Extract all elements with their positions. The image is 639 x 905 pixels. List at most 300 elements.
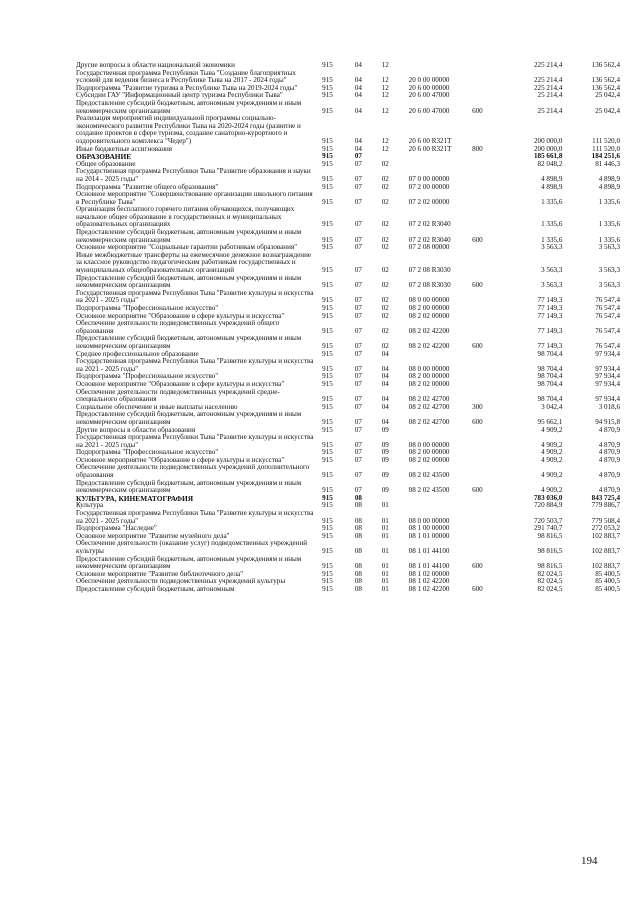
cell-sum-1: 3 563,3	[541, 243, 563, 252]
page-number: 194	[581, 855, 598, 867]
cell-sum-2: 843 725,4	[591, 493, 621, 502]
cell-sum-1: 98 816,5	[537, 547, 563, 555]
cell-vedomstvo: 915	[322, 425, 333, 434]
cell-csr: 08 1 02 42200	[408, 577, 450, 586]
cell-vedomstvo: 915	[322, 417, 333, 426]
cell-podrazdel: 02	[381, 326, 389, 335]
cell-sum-2: 136 562,4	[591, 76, 621, 85]
cell-csr: 08 2 02 42700	[408, 417, 450, 426]
cell-csr: 08 2 02 43500	[408, 486, 450, 495]
cell-sum-1: 98 704,4	[537, 379, 563, 388]
cell-podrazdel: 02	[381, 311, 389, 320]
cell-razdel: 04	[354, 106, 362, 115]
cell-vedomstvo: 915	[322, 220, 333, 229]
cell-podrazdel: 04	[381, 372, 389, 381]
cell-sum-1: 77 149,3	[537, 341, 563, 350]
cell-podrazdel: 04	[381, 395, 389, 404]
cell-vr: 600	[472, 584, 483, 593]
cell-csr: 08 2 02 42200	[408, 341, 450, 350]
cell-sum-1: 77 149,3	[537, 326, 563, 335]
cell-sum-2: 3 563,3	[598, 243, 621, 252]
cell-name: Предоставление субсидий бюджетным, автономным учреждениям и иным некоммерческим организациям	[76, 554, 302, 571]
cell-name: Основное мероприятие "Образование в сфере культуры и искусства"	[76, 311, 285, 320]
table-row	[76, 229, 620, 244]
cell-sum-1: 98 704,4	[537, 364, 563, 373]
cell-csr: 08 0 00 00000	[408, 516, 450, 525]
cell-vr: 600	[472, 281, 483, 290]
cell-vedomstvo: 915	[322, 136, 333, 145]
cell-csr: 08 2 02 43500	[408, 471, 450, 480]
table-row	[76, 389, 620, 404]
table-row	[76, 70, 620, 85]
cell-podrazdel: 04	[381, 402, 389, 411]
cell-podrazdel: 02	[381, 159, 389, 168]
cell-name: Обеспечение деятельности (оказание услуг) подведомственных учреждений культуры	[76, 539, 308, 555]
cell-sum-1: 200 000,0	[534, 144, 563, 153]
cell-name: Подпрограмма "Наследие"	[76, 524, 157, 533]
cell-vedomstvo: 915	[322, 326, 333, 335]
cell-vedomstvo: 915	[322, 379, 333, 388]
cell-name: Обеспечение деятельности подведомственных учреждений средне-специального образования	[76, 387, 280, 404]
table-row	[76, 540, 620, 555]
cell-name: Общее образование	[76, 159, 136, 168]
cell-name: Другие вопросы в области национальной экономики	[76, 61, 235, 69]
cell-vedomstvo: 915	[322, 182, 333, 191]
cell-csr: 20 0 00 00000	[408, 76, 450, 85]
cell-razdel: 07	[354, 349, 362, 358]
cell-csr: 08 1 01 00000	[408, 531, 450, 540]
table-row	[76, 411, 620, 426]
cell-sum-2: 184 251,6	[591, 152, 621, 161]
table-row	[76, 434, 620, 449]
cell-vedomstvo: 915	[322, 547, 333, 555]
cell-csr: 08 0 00 00000	[408, 440, 450, 449]
cell-vedomstvo: 915	[322, 304, 333, 312]
cell-razdel: 04	[354, 144, 362, 153]
cell-sum-1: 77 149,3	[537, 311, 563, 320]
cell-podrazdel: 04	[381, 349, 389, 358]
cell-razdel: 08	[354, 584, 362, 593]
cell-sum-1: 200 000,0	[534, 136, 563, 145]
cell-name: Предоставление субсидий бюджетным, автономным учреждениям и иным некоммерческим организациям	[76, 98, 302, 115]
cell-name: Организация бесплатного горячего питания обучающихся, получающих начальное общее образование в государственных и муниципальных образовательных организациях	[76, 205, 295, 229]
cell-sum-2: 76 547,4	[595, 341, 621, 350]
cell-sum-1: 185 661,8	[534, 152, 563, 161]
cell-csr: 08 0 00 00000	[408, 364, 450, 373]
table-row	[76, 115, 620, 145]
cell-razdel: 07	[354, 311, 362, 320]
cell-name: Основное мероприятие "Образование в сфере культуры и искусства"	[76, 379, 285, 388]
cell-csr: 08 0 00 00000	[408, 296, 450, 305]
cell-name: Подпрограмма "Профессиональное искусство"	[76, 304, 219, 312]
cell-podrazdel: 01	[381, 569, 389, 578]
cell-sum-1: 3 563,3	[541, 281, 563, 290]
cell-podrazdel: 09	[381, 455, 389, 464]
table-row	[76, 290, 620, 305]
cell-sum-1: 720 884,9	[534, 501, 563, 510]
cell-vedomstvo: 915	[322, 61, 333, 69]
cell-podrazdel: 01	[381, 577, 389, 586]
cell-sum-1: 4 909,2	[541, 425, 563, 434]
cell-podrazdel: 12	[381, 83, 389, 92]
cell-name: Предоставление субсидий бюджетным, автономным учреждениям и иным некоммерческим организациям	[76, 410, 302, 426]
cell-vr: 600	[472, 235, 483, 244]
cell-podrazdel: 02	[381, 243, 389, 252]
cell-podrazdel: 01	[381, 501, 389, 510]
cell-sum-1: 225 214,4	[534, 83, 563, 92]
cell-vedomstvo: 915	[322, 531, 333, 540]
cell-sum-2: 1 335,6	[598, 235, 621, 244]
cell-razdel: 07	[354, 395, 362, 404]
cell-razdel: 07	[354, 296, 362, 305]
cell-vr: 300	[472, 402, 483, 411]
cell-vedomstvo: 915	[322, 501, 333, 510]
cell-name: Подпрограмма "Развитие общего образования"	[76, 182, 219, 191]
table-row	[76, 206, 620, 229]
cell-sum-2: 25 042,4	[595, 106, 621, 115]
cell-csr: 08 1 00 00000	[408, 524, 450, 533]
cell-razdel: 04	[354, 136, 362, 145]
cell-podrazdel: 09	[381, 425, 389, 434]
cell-podrazdel: 01	[381, 562, 389, 571]
cell-csr: 08 2 02 42700	[408, 395, 450, 404]
cell-sum-1: 4 898,9	[541, 174, 563, 183]
cell-podrazdel: 12	[381, 144, 389, 153]
cell-razdel: 07	[354, 266, 362, 275]
cell-razdel: 07	[354, 182, 362, 191]
cell-razdel: 07	[354, 417, 362, 426]
cell-razdel: 07	[354, 326, 362, 335]
cell-sum-2: 3 018,6	[598, 402, 621, 411]
cell-csr: 20 6 00 47000	[408, 106, 450, 115]
cell-name: Другие вопросы в области образования	[76, 425, 196, 434]
cell-vedomstvo: 915	[322, 516, 333, 525]
cell-podrazdel: 01	[381, 547, 389, 555]
cell-sum-2: 779 886,7	[591, 501, 621, 510]
cell-vedomstvo: 915	[322, 76, 333, 85]
cell-name: ОБРАЗОВАНИЕ	[76, 152, 132, 162]
cell-sum-1: 77 149,3	[537, 296, 563, 305]
cell-sum-2: 102 883,7	[591, 547, 621, 555]
cell-razdel: 07	[354, 243, 362, 252]
cell-razdel: 07	[354, 455, 362, 464]
cell-sum-2: 81 446,3	[595, 159, 621, 168]
cell-name: Предоставление субсидий бюджетным, автономным учреждениям и иным некоммерческим организациям	[76, 334, 302, 350]
cell-podrazdel: 12	[381, 61, 389, 69]
cell-sum-2: 111 520,0	[592, 144, 621, 153]
table-row	[76, 252, 620, 275]
cell-sum-1: 291 740,7	[534, 524, 563, 533]
table-row	[76, 320, 620, 335]
cell-podrazdel: 02	[381, 341, 389, 350]
cell-podrazdel: 02	[381, 220, 389, 229]
cell-vedomstvo: 915	[322, 372, 333, 381]
cell-csr: 07 2 00 00000	[408, 182, 450, 191]
cell-vedomstvo: 915	[322, 349, 333, 358]
table-row	[76, 100, 620, 115]
cell-name: Обеспечение деятельности подведомственных учреждений общего образования	[76, 319, 280, 335]
cell-name: Субсидии ГАУ "Информационный центр туризма Республики Тыва"	[76, 91, 283, 100]
cell-name: КУЛЬТУРА, КИНЕМАТОГРАФИЯ	[76, 493, 194, 503]
cell-csr: 08 1 02 42200	[408, 584, 450, 593]
table-row	[76, 510, 620, 525]
cell-razdel: 07	[354, 304, 362, 312]
table-row	[76, 358, 620, 373]
cell-sum-1: 1 335,6	[541, 197, 563, 206]
cell-sum-1: 4 909,2	[541, 455, 563, 464]
cell-name: Социальное обеспечение и иные выплаты населению	[76, 402, 238, 411]
cell-csr: 07 2 08 R3030	[408, 281, 451, 290]
cell-podrazdel: 01	[381, 524, 389, 533]
cell-podrazdel: 09	[381, 448, 389, 457]
table-row	[76, 586, 620, 594]
cell-vedomstvo: 915	[322, 152, 333, 161]
cell-podrazdel: 04	[381, 379, 389, 388]
cell-name: Предоставление субсидий бюджетным, автономным учреждениям и иным некоммерческим организациям	[76, 228, 302, 244]
cell-csr: 08 2 02 42200	[408, 326, 450, 335]
cell-razdel: 07	[354, 152, 362, 161]
cell-name: Обеспечение деятельности подведомственных учреждений дополнительного образования	[76, 463, 310, 480]
cell-sum-1: 77 149,3	[537, 304, 563, 312]
cell-name: Государственная программа Республики Тыва "Создание благоприятных условий для ведения бизнеса в Республике Тыва на 2017 - 2024 годы"	[76, 68, 296, 85]
cell-csr: 20 6 00 47000	[408, 91, 450, 100]
cell-razdel: 04	[354, 91, 362, 100]
cell-vedomstvo: 915	[322, 144, 333, 153]
cell-csr: 07 0 00 00000	[408, 174, 450, 183]
cell-podrazdel: 01	[381, 584, 389, 593]
table-row	[76, 464, 620, 479]
cell-sum-1: 98 816,5	[537, 531, 563, 540]
cell-razdel: 07	[354, 235, 362, 244]
cell-vedomstvo: 915	[322, 455, 333, 464]
cell-podrazdel: 09	[381, 471, 389, 480]
cell-razdel: 08	[354, 493, 362, 502]
cell-razdel: 07	[354, 471, 362, 480]
cell-vedomstvo: 915	[322, 471, 333, 480]
cell-sum-2: 3 563,3	[598, 281, 621, 290]
cell-name: Государственная программа Республики Тыва "Развитие культуры и искусства на 2021 - 2025 годы"	[76, 509, 314, 525]
cell-name: Государственная программа Республики Тыва "Развитие культуры и искусства на 2021 - 2025 годы"	[76, 433, 314, 449]
cell-name: Основное мероприятие "Развитие музейного дела"	[76, 531, 230, 540]
cell-sum-2: 4 898,9	[598, 174, 621, 183]
cell-sum-1: 98 816,5	[537, 562, 563, 571]
cell-vedomstvo: 915	[322, 562, 333, 571]
cell-razdel: 08	[354, 516, 362, 525]
cell-vedomstvo: 915	[322, 440, 333, 449]
cell-name: Обеспечение деятельности подведомственных учреждений культуры	[76, 577, 286, 586]
cell-razdel: 08	[354, 562, 362, 571]
cell-sum-2: 97 934,4	[595, 379, 621, 388]
cell-razdel: 07	[354, 364, 362, 373]
cell-razdel: 07	[354, 341, 362, 350]
cell-name: Государственная программа Республики Тыва "Развитие культуры и искусства на 2021 - 2025 годы"	[76, 357, 314, 373]
table-row	[76, 480, 620, 495]
cell-razdel: 08	[354, 531, 362, 540]
cell-sum-2: 76 547,4	[595, 304, 621, 312]
cell-podrazdel: 04	[381, 364, 389, 373]
cell-sum-2: 111 520,0	[592, 136, 621, 145]
cell-razdel: 08	[354, 524, 362, 533]
cell-name: Подпрограмма "Профессиональное искусство"	[76, 372, 219, 381]
cell-vedomstvo: 915	[322, 577, 333, 586]
cell-name: Предоставление субсидий бюджетным, автономным учреждениям и иным некоммерческим организациям	[76, 478, 302, 495]
cell-razdel: 07	[354, 425, 362, 434]
cell-vedomstvo: 915	[322, 83, 333, 92]
cell-sum-1: 25 214,4	[537, 91, 563, 100]
cell-sum-1: 82 048,2	[537, 159, 563, 168]
cell-sum-2: 272 053,2	[591, 524, 621, 533]
cell-sum-1: 82 024,5	[537, 577, 563, 586]
cell-podrazdel: 12	[381, 136, 389, 145]
cell-sum-1: 95 662,1	[537, 417, 563, 426]
cell-podrazdel: 09	[381, 440, 389, 449]
cell-vedomstvo: 915	[322, 296, 333, 305]
cell-sum-2: 4 870,9	[598, 448, 621, 457]
cell-name: Подпрограмма "Профессиональное искусство"	[76, 448, 219, 457]
cell-razdel: 08	[354, 501, 362, 510]
cell-vr: 600	[472, 486, 483, 495]
cell-csr: 07 2 02 R3040	[408, 235, 451, 244]
cell-sum-1: 98 704,4	[537, 395, 563, 404]
cell-csr: 08 1 01 44100	[408, 562, 450, 571]
cell-csr: 20 6 00 00000	[408, 83, 450, 92]
cell-vedomstvo: 915	[322, 197, 333, 206]
cell-csr: 08 2 02 00000	[408, 311, 450, 320]
cell-podrazdel: 12	[381, 106, 389, 115]
cell-csr: 08 2 02 00000	[408, 455, 450, 464]
table-row	[76, 168, 620, 183]
cell-razdel: 07	[354, 159, 362, 168]
cell-podrazdel: 09	[381, 486, 389, 495]
cell-podrazdel: 01	[381, 531, 389, 540]
cell-sum-2: 102 883,7	[591, 562, 621, 571]
cell-podrazdel: 02	[381, 296, 389, 305]
cell-name: Государственная программа Республики Тыва "Развитие образования и науки на 2014 - 2025 годы"	[76, 167, 311, 183]
cell-csr: 20 6 00 R321Т	[408, 136, 452, 145]
cell-sum-2: 97 934,4	[595, 364, 621, 373]
cell-vr: 600	[472, 106, 483, 115]
table-row	[76, 556, 620, 571]
cell-razdel: 04	[354, 83, 362, 92]
cell-name: Иные бюджетные ассигнования	[76, 144, 173, 153]
cell-sum-1: 82 024,5	[537, 569, 563, 578]
cell-vedomstvo: 915	[322, 584, 333, 593]
cell-sum-2: 4 870,9	[598, 425, 621, 434]
cell-vedomstvo: 915	[322, 402, 333, 411]
cell-sum-2: 136 562,4	[591, 61, 621, 69]
cell-vedomstvo: 915	[322, 569, 333, 578]
cell-sum-2: 76 547,4	[595, 296, 621, 305]
cell-podrazdel: 02	[381, 281, 389, 290]
cell-razdel: 07	[354, 197, 362, 206]
cell-razdel: 08	[354, 547, 362, 555]
cell-sum-2: 85 400,5	[595, 584, 621, 593]
cell-podrazdel: 12	[381, 76, 389, 85]
cell-podrazdel: 02	[381, 304, 389, 312]
cell-razdel: 07	[354, 486, 362, 495]
table-row	[76, 275, 620, 290]
cell-sum-2: 1 335,6	[598, 220, 621, 229]
cell-vedomstvo: 915	[322, 448, 333, 457]
cell-sum-2: 97 934,4	[595, 372, 621, 381]
cell-csr: 07 2 02 R3040	[408, 220, 451, 229]
cell-csr: 20 6 00 R321Т	[408, 144, 452, 153]
cell-sum-1: 4 909,2	[541, 471, 563, 480]
cell-razdel: 07	[354, 220, 362, 229]
cell-csr: 08 2 00 00000	[408, 372, 450, 381]
cell-csr: 08 2 02 00000	[408, 379, 450, 388]
cell-vedomstvo: 915	[322, 235, 333, 244]
cell-razdel: 07	[354, 372, 362, 381]
cell-csr: 07 2 02 00000	[408, 197, 450, 206]
cell-sum-1: 1 335,6	[541, 220, 563, 229]
cell-sum-1: 4 909,2	[541, 440, 563, 449]
cell-sum-1: 98 704,4	[537, 349, 563, 358]
cell-vedomstvo: 915	[322, 266, 333, 275]
cell-podrazdel: 02	[381, 197, 389, 206]
cell-sum-2: 4 870,9	[598, 471, 621, 480]
cell-sum-1: 4 898,9	[541, 182, 563, 191]
cell-vedomstvo: 915	[322, 243, 333, 252]
cell-razdel: 08	[354, 569, 362, 578]
cell-sum-2: 136 562,4	[591, 83, 621, 92]
cell-sum-1: 82 024,5	[537, 584, 563, 593]
cell-sum-1: 3 563,3	[541, 266, 563, 275]
cell-name: Государственная программа Республики Тыва "Развитие культуры и искусства на 2021 - 2025 годы"	[76, 288, 314, 305]
cell-sum-1: 4 909,2	[541, 486, 563, 495]
cell-sum-2: 1 335,6	[598, 197, 621, 206]
cell-csr: 07 2 08 00000	[408, 243, 450, 252]
cell-name: Среднее профессиональное образование	[76, 349, 199, 358]
cell-sum-2: 4 870,9	[598, 440, 621, 449]
cell-name: Иные межбюджетные трансферты на ежемесячное денежное вознаграждение за классное руководство педагогическим работникам государственных и муниципальных общеобразовательных организаций	[76, 250, 312, 275]
cell-sum-2: 76 547,4	[595, 311, 621, 320]
cell-podrazdel: 02	[381, 235, 389, 244]
cell-name: Предоставление субсидий бюджетным, автономным учреждениям и иным некоммерческим организациям	[76, 273, 302, 290]
cell-name: Основное мероприятие "Образование в сфере культуры и искусства"	[76, 455, 285, 464]
cell-vr: 600	[472, 562, 483, 571]
cell-vedomstvo: 915	[322, 364, 333, 373]
cell-name: Основное мероприятие "Развитие библиотечного дела"	[76, 569, 244, 578]
cell-sum-1: 98 704,4	[537, 372, 563, 381]
cell-vedomstvo: 915	[322, 91, 333, 100]
cell-vedomstvo: 915	[322, 341, 333, 350]
cell-sum-2: 85 400,5	[595, 577, 621, 586]
cell-podrazdel: 04	[381, 417, 389, 426]
cell-razdel: 07	[354, 174, 362, 183]
cell-csr: 07 2 08 R3030	[408, 266, 451, 275]
cell-razdel: 04	[354, 76, 362, 85]
cell-sum-2: 4 870,9	[598, 486, 621, 495]
cell-vedomstvo: 915	[322, 174, 333, 183]
cell-podrazdel: 02	[381, 182, 389, 191]
cell-csr: 08 1 01 44100	[408, 547, 450, 555]
cell-name: Реализация мероприятий индивидуальной программы социально-экономического развития Республики Тыва на 2020-2024 годы (развитие и создание проектов в сфере туризма, создание санаторно-курортного и оздоровительного комплекса "Чедер")	[76, 114, 301, 145]
cell-vedomstvo: 915	[322, 106, 333, 115]
cell-podrazdel: 02	[381, 266, 389, 275]
cell-csr: 08 2 00 00000	[408, 304, 450, 312]
cell-csr: 08 2 02 42700	[408, 402, 450, 411]
cell-name: Основное мероприятие "Совершенствование организации школьного питания в Республике Тыва"	[76, 190, 313, 206]
cell-csr: 08 1 02 00000	[408, 569, 450, 578]
cell-vedomstvo: 915	[322, 395, 333, 404]
cell-sum-2: 779 508,4	[591, 516, 621, 525]
cell-vr: 800	[472, 144, 483, 153]
cell-sum-2: 4 870,9	[598, 455, 621, 464]
cell-name: Предоставление субсидий бюджетным, автономным	[76, 584, 235, 593]
cell-razdel: 07	[354, 402, 362, 411]
cell-sum-1: 3 042,4	[541, 402, 563, 411]
